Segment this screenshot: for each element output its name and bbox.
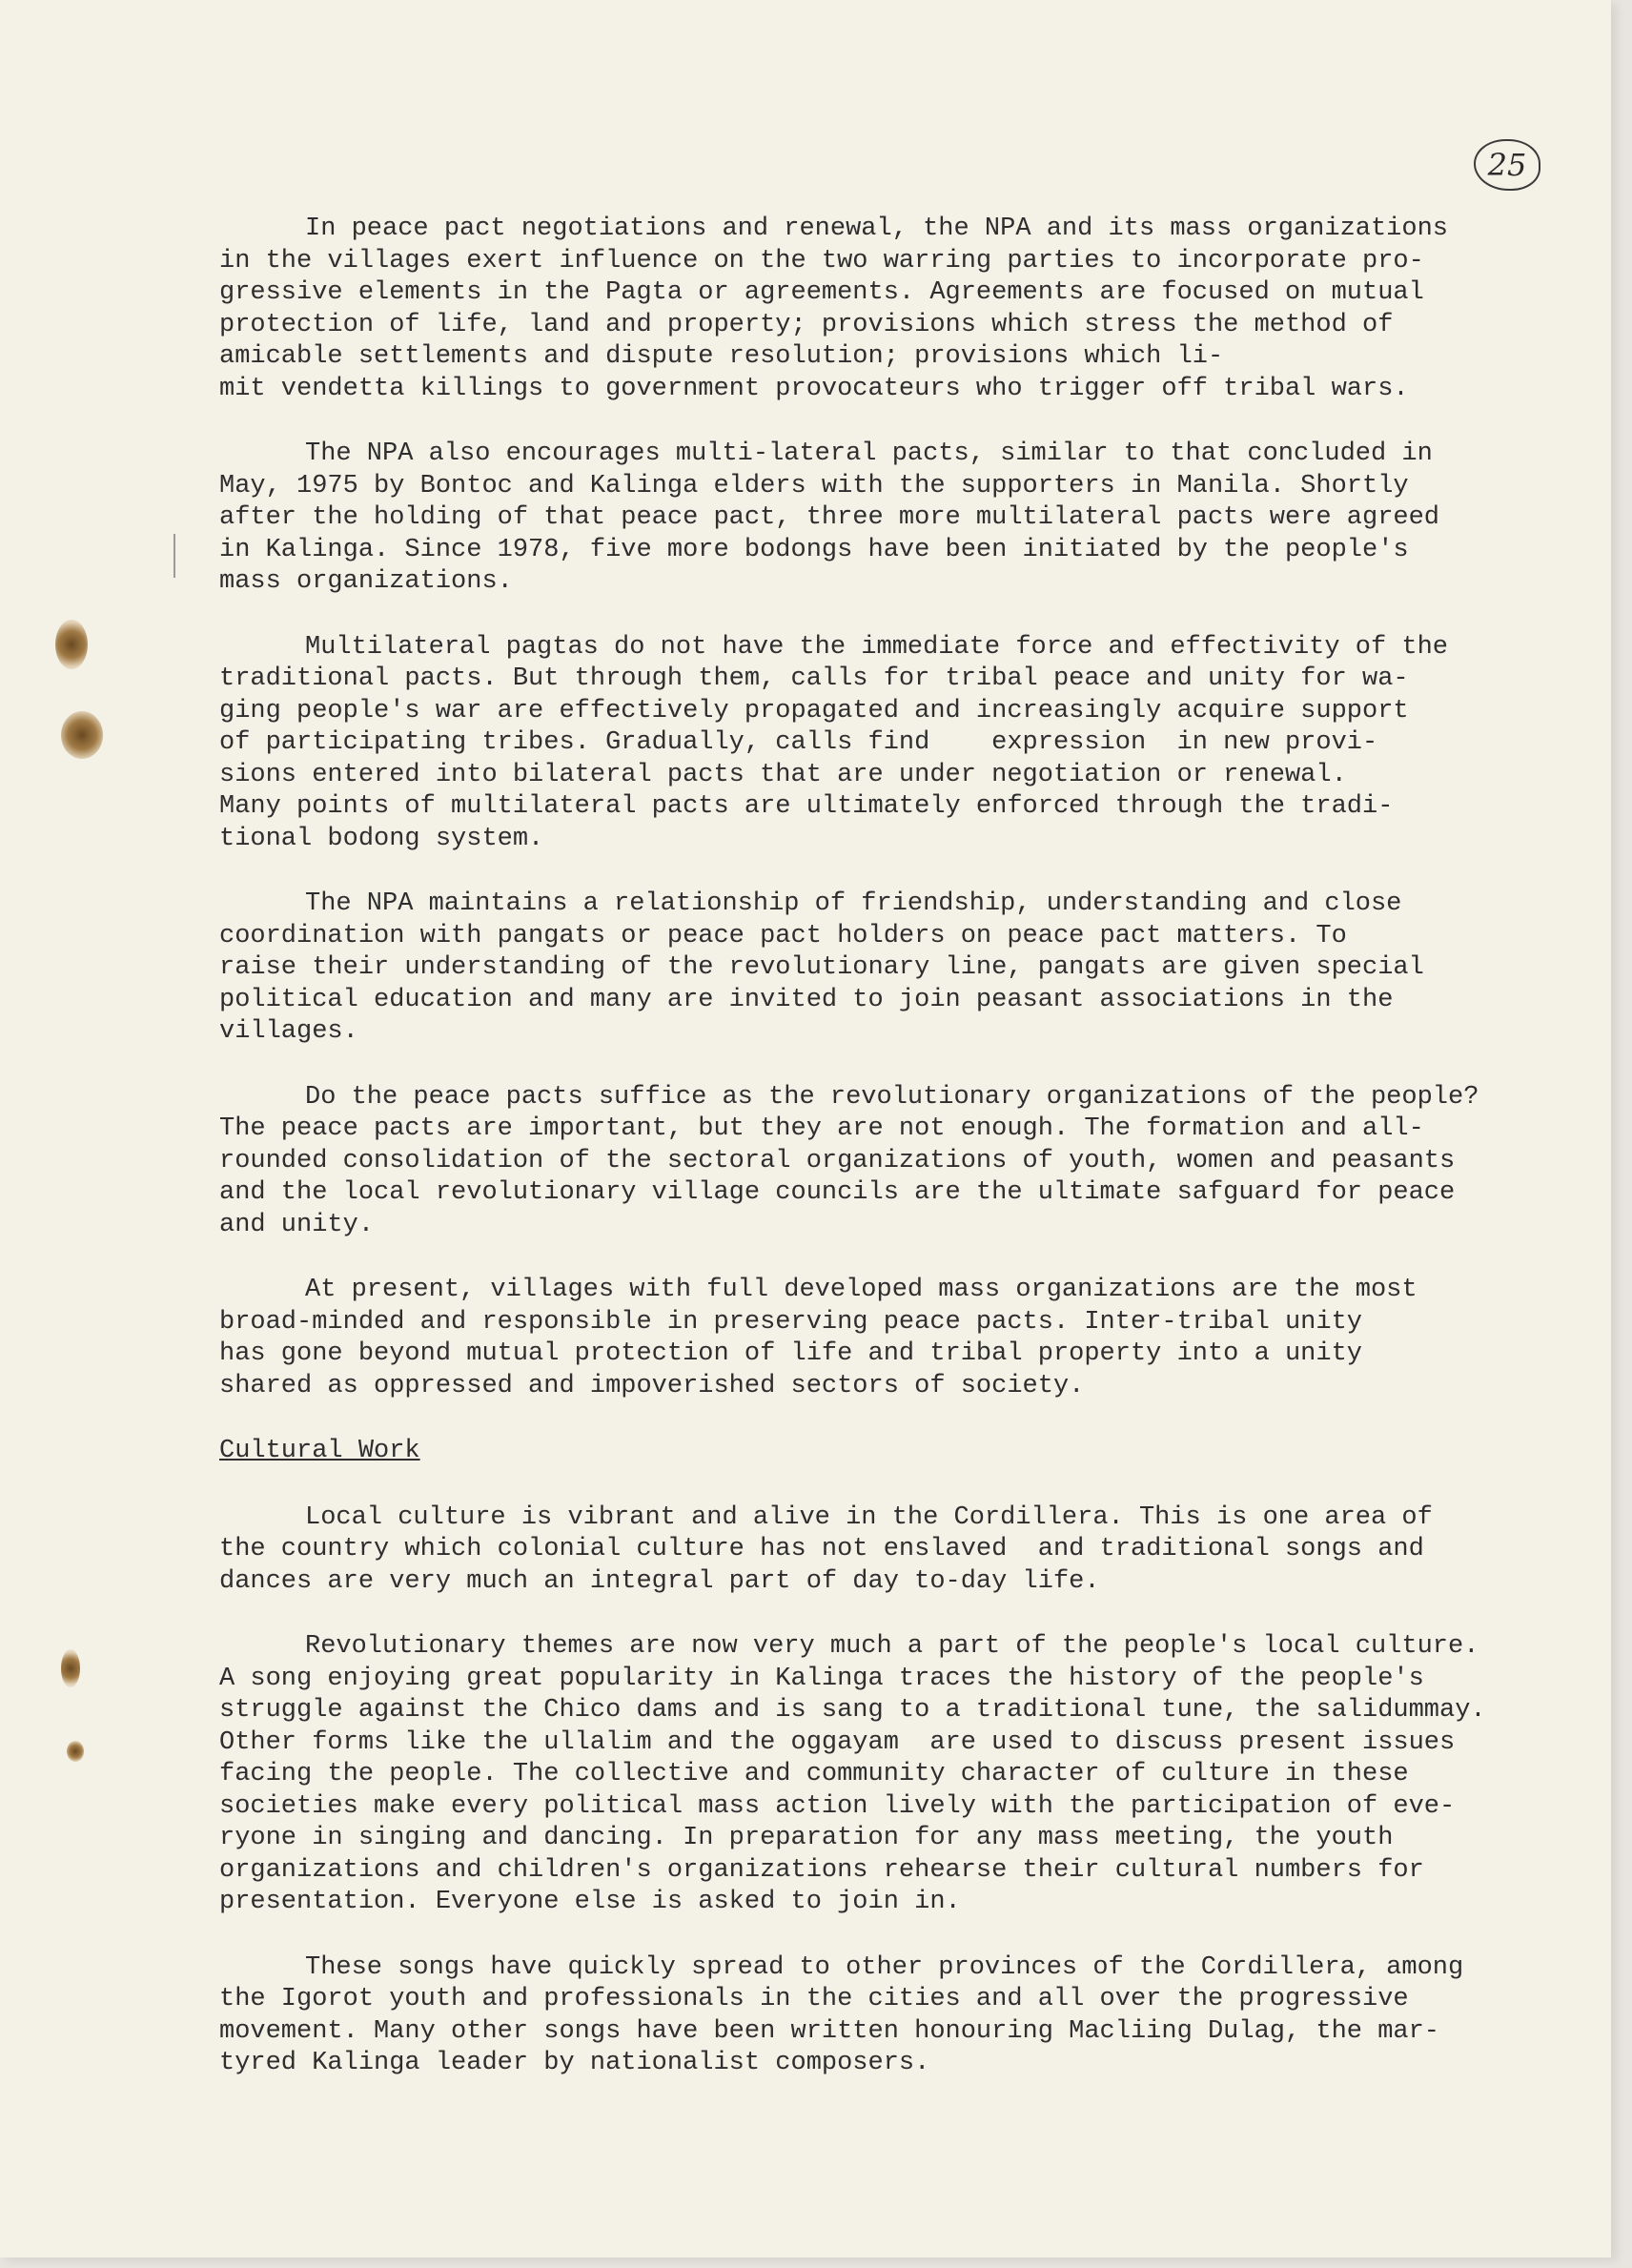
text-line: mass organizations. bbox=[219, 567, 513, 596]
text-line: A song enjoying great popularity in Kalinga traces the history of the people's bbox=[219, 1664, 1424, 1693]
text-line: and the local revolutionary village councils are the ultimate safguard for peace bbox=[219, 1178, 1456, 1207]
text-line: sions entered into bilateral pacts that are under negotiation or renewal. bbox=[219, 760, 1347, 789]
text-line: struggle against the Chico dams and is sang to a traditional tune, the salidummay. bbox=[219, 1696, 1486, 1725]
text-line: Local culture is vibrant and alive in the Cordillera. This is one area of bbox=[305, 1502, 1433, 1532]
text-line: organizations and children's organizations rehearse their cultural numbers for bbox=[219, 1855, 1424, 1885]
text-line: dances are very much an integral part of day to-day life. bbox=[219, 1566, 1100, 1596]
text-line: facing the people. The collective and community character of culture in these bbox=[219, 1760, 1409, 1788]
text-line: Multilateral pagtas do not have the immediate force and effectivity of the bbox=[305, 632, 1448, 662]
text-line: has gone beyond mutual protection of life and tribal property into a unity bbox=[219, 1339, 1362, 1368]
text-line: The NPA also encourages multi-lateral pacts, similar to that concluded in bbox=[305, 439, 1433, 468]
text-line: the country which colonial culture has not enslaved and traditional songs and bbox=[219, 1535, 1424, 1563]
paragraph-multilateral-pagtas bbox=[219, 632, 1497, 856]
text-line: in the villages exert influence on the two warring parties to incorporate pro- bbox=[219, 246, 1424, 276]
text-line: rounded consolidation of the sectoral organizations of youth, women and peasants bbox=[219, 1146, 1456, 1175]
text-line: villages. bbox=[219, 1017, 358, 1046]
text-line: tional bodong system. bbox=[219, 824, 544, 853]
rust-stain bbox=[67, 1741, 84, 1762]
text-line: raise their understanding of the revolutionary line, pangats are given special bbox=[219, 953, 1424, 982]
text-line: These songs have quickly spread to other provinces of the Cordillera, among bbox=[305, 1952, 1464, 1982]
text-line: The NPA maintains a relationship of friendship, understanding and close bbox=[305, 889, 1402, 918]
text-line: societies make every political mass action lively with the participation of eve- bbox=[219, 1791, 1456, 1821]
text-line: coordination with pangats or peace pact holders on peace pact matters. To bbox=[219, 921, 1347, 950]
text-line: shared as oppressed and impoverished sectors of society. bbox=[219, 1371, 1085, 1400]
text-line: the Igorot youth and professionals in the cities and all over the progressive bbox=[219, 1985, 1409, 2013]
paragraph-revolutionary-themes bbox=[219, 1631, 1497, 1919]
text-line: In peace pact negotiations and renewal, the NPA and its mass organizations bbox=[305, 215, 1448, 243]
text-line: traditional pacts. But through them, calls for tribal peace and unity for wa- bbox=[219, 664, 1409, 693]
text-line: presentation. Everyone else is asked to join in. bbox=[219, 1888, 961, 1916]
text-line: after the holding of that peace pact, three more multilateral pacts were agreed bbox=[219, 503, 1440, 532]
text-line: gressive elements in the Pagta or agreements. Agreements are focused on mutual bbox=[219, 278, 1424, 307]
text-line: May, 1975 by Bontoc and Kalinga elders with the supporters in Manila. Shortly bbox=[219, 471, 1409, 501]
text-line: At present, villages with full developed mass organizations are the most bbox=[305, 1276, 1418, 1304]
rust-stain bbox=[55, 620, 88, 669]
text-line: ryone in singing and dancing. In preparation for any mass meeting, the youth bbox=[219, 1824, 1394, 1852]
text-line: Do the peace pacts suffice as the revolutionary organizations of the people? bbox=[305, 1082, 1479, 1112]
text-line: ging people's war are effectively propagated and increasingly acquire support bbox=[219, 696, 1409, 725]
section-heading: Cultural Work bbox=[219, 1437, 420, 1465]
paragraph-npa-relationship bbox=[219, 889, 1497, 1049]
text-line: political education and many are invited to join peasant associations in the bbox=[219, 985, 1394, 1014]
text-line: in Kalinga. Since 1978, five more bodongs have been initiated by the people's bbox=[219, 535, 1409, 564]
paragraph-local-culture bbox=[219, 1502, 1497, 1599]
paragraph-multilateral-pacts bbox=[219, 439, 1497, 599]
rust-stain bbox=[61, 1649, 80, 1687]
text-line: Revolutionary themes are now very much a part of the people's local culture. bbox=[305, 1632, 1479, 1661]
text-line: mit vendetta killings to government provocateurs who trigger off tribal wars. bbox=[219, 374, 1409, 403]
text-line: amicable settlements and dispute resolution; provisions which li- bbox=[219, 342, 1224, 371]
text-line: Many points of multilateral pacts are ultimately enforced through the tradi- bbox=[219, 792, 1394, 821]
text-line: protection of life, land and property; provisions which stress the method of bbox=[219, 310, 1394, 339]
document-body bbox=[219, 214, 1497, 2114]
text-line: tyred Kalinga leader by nationalist composers. bbox=[219, 2049, 930, 2077]
text-line: The peace pacts are important, but they are not enough. The formation and all- bbox=[219, 1114, 1424, 1143]
text-line: Other forms like the ullalim and the oggayam are used to discuss present issues bbox=[219, 1727, 1456, 1757]
text-line: and unity. bbox=[219, 1210, 375, 1239]
margin-mark bbox=[173, 534, 175, 578]
page-number: 25 bbox=[1474, 139, 1540, 191]
text-line: broad-minded and responsible in preserving peace pacts. Inter-tribal unity bbox=[219, 1307, 1362, 1337]
paragraph-at-present bbox=[219, 1275, 1497, 1402]
rust-stain bbox=[61, 711, 103, 759]
text-line: movement. Many other songs have been written honouring Macliing Dulag, the mar- bbox=[219, 2016, 1440, 2046]
paragraph-peace-pact-negotiations bbox=[219, 214, 1497, 405]
paragraph-revolutionary-organizations bbox=[219, 1082, 1497, 1242]
text-line: of participating tribes. Gradually, calls find expression in new provi- bbox=[219, 728, 1378, 757]
paragraph-songs-spread bbox=[219, 1952, 1497, 2080]
